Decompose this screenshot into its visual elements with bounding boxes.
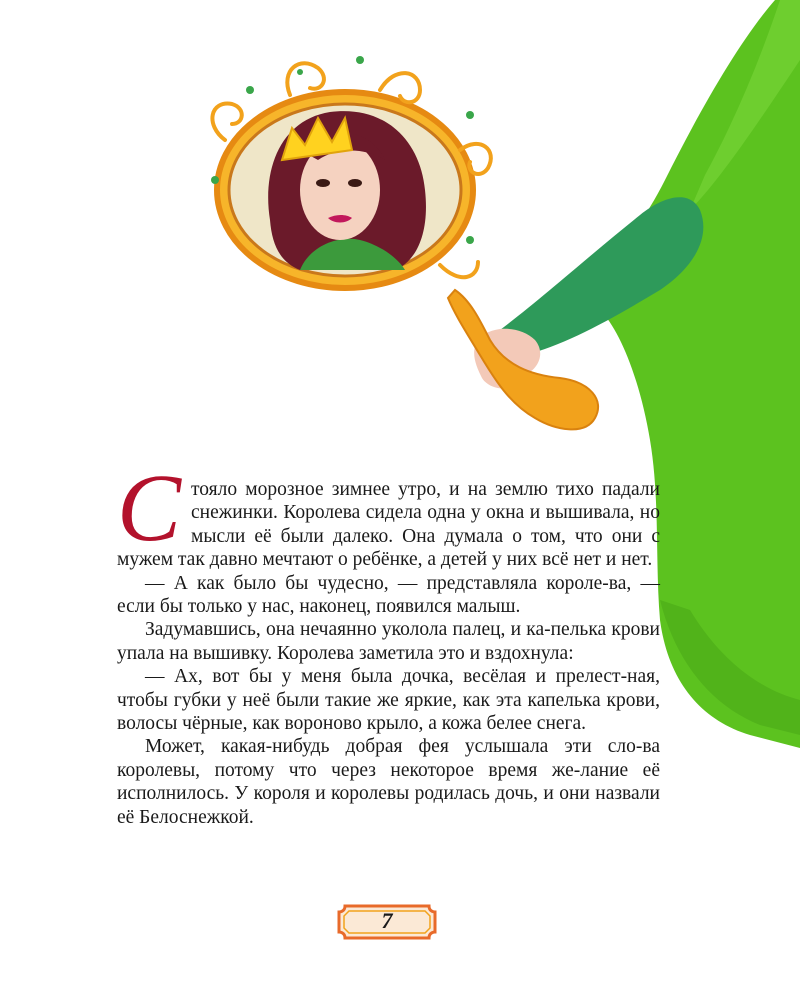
story-paragraph xyxy=(117,454,660,572)
page-number: 7 xyxy=(381,908,393,933)
story-paragraph: Может, какая-нибудь добрая фея услышала эти сло-ва королевы, потому что через некоторое время же-лание её исполнилось. У короля и королевы родилась дочь, и они назвали её Белоснежкой. xyxy=(117,736,660,828)
story-text xyxy=(117,454,660,829)
story-paragraph: — А как было бы чудесно, — представляла короле-ва, — если бы только у нас, наконец, появился малыш. xyxy=(117,572,660,618)
drop-cap-letter: С xyxy=(117,454,182,561)
story-paragraph: — Ах, вот бы у меня была дочка, весёлая и прелест-ная, чтобы губки у неё были такие же яркие, как эта капелька крови, волосы чёрные, как вороново крыло, а кожа белее снега. xyxy=(117,666,660,735)
story-paragraph: Задумавшись, она нечаянно уколола палец, и ка-пелька крови упала на вышивку. Королева заметила это и вздохнула: xyxy=(117,619,660,664)
story-paragraph-text: тояло морозное зимнее утро, и на землю тихо падали снежинки. Королева сидела одна у окна и вышивала, но мысли её были далеко. Она думала о том, что они с мужем так давно мечтают о ребёнке, а детей у них всё нет и нет. xyxy=(117,479,660,571)
page-number-frame xyxy=(335,902,439,942)
